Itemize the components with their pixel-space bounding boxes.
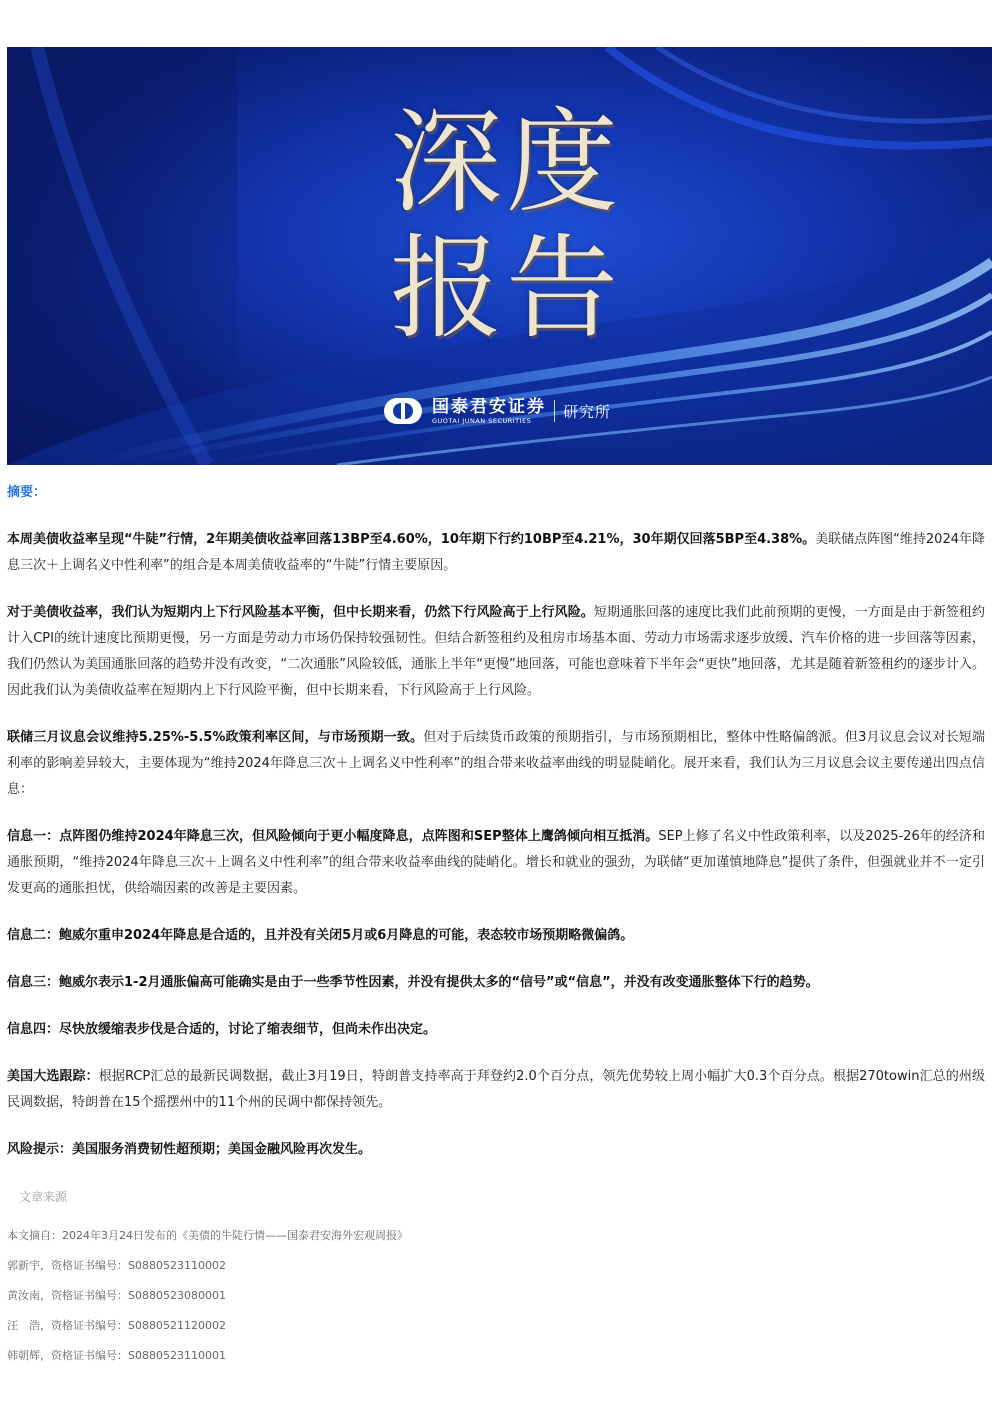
paragraph-fomc-march: [7, 725, 985, 803]
paragraph-info-one: [7, 824, 985, 902]
paragraph-info-two: [7, 923, 985, 949]
logo-company-cn: 国泰君安证券: [432, 396, 546, 417]
paragraph-bold: 对于美债收益率，我们认为短期内上下行风险基本平衡，但中长期来看，仍然下行风险高于上行风险。: [7, 605, 594, 620]
report-banner: [7, 47, 992, 465]
logo-institute: 研究所: [563, 402, 612, 421]
paragraph-bold: 信息二：鲍威尔重申2024年降息是合适的，且并没有关闭5月或6月降息的可能，表态较市场预期略微偏鸽。: [7, 928, 634, 943]
analyst-credential: 韩朝辉，资格证书编号：S0880523110001: [7, 1349, 226, 1362]
paragraph-risk-warning: [7, 1137, 985, 1163]
paragraph-election-tracking: [7, 1064, 985, 1116]
paragraph-bold: 信息一：点阵图仍维持2024年降息三次，但风险倾向于更小幅度降息，点阵图和SEP整体上鹰鸽倾向相互抵消。: [7, 829, 659, 844]
paragraph-bold: 本周美债收益率呈现“牛陡”行情，2年期美债收益率回落13BP至4.60%，10年期下行约10BP至4.21%，30年期仅回落5BP至4.38%。: [7, 532, 816, 547]
paragraph-text: 美联储点阵图“维持2024年降息三次＋上调名义中性利率”的组合是本周美债收益率的“牛陡”行情主要原因。: [7, 532, 985, 573]
logo-divider: [554, 400, 555, 422]
paragraph-bold: 风险提示：美国服务消费韧性超预期；美国金融风险再次发生。: [7, 1142, 372, 1157]
paragraph-info-four: [7, 1017, 985, 1043]
paragraph-info-three: [7, 970, 985, 996]
guotai-junan-logo-icon: [384, 398, 422, 424]
logo-company-en: GUOTAI JUNAN SECURITIES: [432, 416, 532, 425]
paragraph-bold: 联储三月议息会议维持5.25%-5.5%政策利率区间，与市场预期一致。: [7, 730, 424, 745]
summary-label: 摘要：: [7, 485, 47, 500]
banner-title-line-1: 深度: [390, 98, 622, 228]
source-citation: 本文摘自：2024年3月24日发布的《美债的牛陡行情——国泰君安海外宏观周报》: [7, 1229, 408, 1242]
logo-text: [432, 398, 546, 425]
analyst-credential: 郭新宇，资格证书编号：S0880523110002: [7, 1259, 226, 1272]
guotai-junan-logo: [384, 395, 611, 427]
analyst-credential: 黄汝南，资格证书编号：S0880523080001: [7, 1289, 226, 1302]
paragraph-yield-outlook: [7, 600, 985, 704]
source-label: 文章来源: [19, 1190, 68, 1204]
article-body: [7, 480, 985, 1371]
paragraph-text: 但对于后续货币政策的预期指引，与市场预期相比，整体中性略偏鸽派。但3月议息会议对长短端利率的影响差异较大，主要体现为“维持2024年降息三次＋上调名义中性利率”的组合带来收益率曲线的明显陡峭化。展开来看，我们认为三月议息会议主要传递出四点信息：: [7, 730, 985, 797]
banner-title-line-2: 报告: [390, 224, 622, 354]
analyst-credential: 汪 浩，资格证书编号：S0880521120002: [7, 1319, 226, 1332]
paragraph-us-treasury-yields: [7, 527, 985, 579]
paragraph-bold: 信息四：尽快放缓缩表步伐是合适的，讨论了缩表细节，但尚未作出决定。: [7, 1022, 437, 1037]
paragraph-text: SEP上修了名义中性政策利率，以及2025-26年的经济和通胀预期，“维持2024年降息三次＋上调名义中性利率”的组合带来收益率曲线的陡峭化。增长和就业的强劲，为联储“更加谨慎地降息”提供了条件，但强就业并不一定引发更高的通胀担忧，供给端因素的改善是主要因素。: [7, 829, 985, 896]
paragraph-text: 短期通胀回落的速度比我们此前预期的更慢，一方面是由于新签租约计入CPI的统计速度比预期更慢，另一方面是劳动力市场仍保持较强韧性。但结合新签租约及租房市场基本面、劳动力市场需求逐步放缓、汽车价格的进一步回落等因素，我们仍然认为美国通胀回落的趋势并没有改变，“二次通胀”风险较低，通胀上半年“更慢”地回落，可能也意味着下半年会“更快”地回落，尤其是随着新签租约的逐步计入。因此我们认为美债收益率在短期内上下行风险平衡，但中长期来看，下行风险高于上行风险。: [7, 605, 985, 698]
paragraph-bold: 信息三：鲍威尔表示1-2月通胀偏高可能确实是由于一些季节性因素，并没有提供太多的“信号”或“信息”，并没有改变通胀整体下行的趋势。: [7, 975, 819, 990]
paragraph-text: 根据RCP汇总的最新民调数据，截止3月19日，特朗普支持率高于拜登约2.0个百分点，领先优势较上周小幅扩大0.3个百分点。根据270towin汇总的州级民调数据，特朗普在15个摇摆州中的11个州的民调中都保持领先。: [7, 1069, 985, 1110]
paragraph-bold: 美国大选跟踪：: [7, 1069, 99, 1084]
